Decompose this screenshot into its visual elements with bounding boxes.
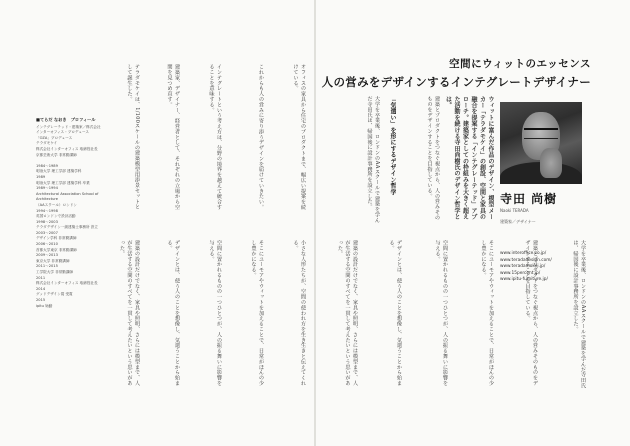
designer-name: 寺田 尚樹 — [500, 192, 558, 206]
profile-line: 2003〜2007 — [36, 230, 58, 235]
text-column-right-1: 建築とプロダクトをつなぐ視点から、人の営みそのものをデザインすることを目指している。 — [426, 96, 440, 221]
profile-line: テラダモケイ — [36, 141, 58, 146]
profile-line: テラダデザイン一級建築士事務所 設立 — [36, 225, 98, 230]
profile-line: 2009〜2013 — [36, 253, 58, 258]
profile-line: 1994〜1998 — [36, 208, 58, 213]
profile-lines — [36, 125, 104, 310]
text-column-right-7: 大学を卒業後、ロンドンのAAスクールで建築を学んだ寺田氏は、帰国後に設計事務所を設立した。 — [572, 240, 586, 389]
profile-line: インテグレーテッド・建築家／株式会社 — [36, 124, 101, 129]
text-column-right-3: そこにユーモアやウィットを加えることで、日常がほんの少し豊かになる。 — [480, 240, 494, 386]
text-column-right-2: 大学を卒業後、ロンドンのAAスクールで建築を学んだ寺田氏は、帰国後に設計事務所を設立した。 — [366, 96, 380, 223]
designer-portrait-photo — [500, 102, 582, 184]
text-column-left-6: 小さな人形たちが、空間の使われ方を生き生きと伝えてくれる。 — [292, 240, 306, 386]
profile-line: 首都大学東京 非常勤講師 — [36, 247, 77, 252]
text-column-left-9: デザインとは、使う人のことを想像し、気遣うことから始まる。 — [166, 240, 180, 386]
profile-line: インターオフィス・プロデュース — [36, 130, 90, 135]
text-column-left-10: 建築の設計だけでなく、家具や照明、さらには模型まで、人が生活する空間のすべてを一貫して考えたいという思いがあった。 — [119, 240, 140, 386]
profile-line: 株式会社インターオフィス 取締役社長 — [36, 281, 98, 286]
profile-line: 2014 — [36, 286, 46, 291]
designer-name-roman: Naoki TERADA — [500, 208, 529, 213]
profile-line: グッドデザイン賞 受賞 — [36, 292, 73, 297]
profile-line: 京都芸術大学 非常勤講師 — [36, 152, 77, 157]
profile-title: ■てらだ なおき プロフィール — [36, 117, 96, 122]
text-column-left-8: 空間に置かれるものの一つひとつが、人の振る舞いに影響を与える。 — [208, 240, 222, 386]
profile-line: 1998〜2003 — [36, 219, 58, 224]
page-gutter — [314, 0, 316, 446]
text-column-left-4: 建築家、デザイナー、経営者として、それぞれの立場から空間を見つめ直す。 — [166, 64, 180, 210]
designer-url[interactable]: www.interoffice.co.jp/ — [500, 251, 547, 256]
profile-line: 英国ロンドンで設計活動 — [36, 214, 76, 219]
profile-line: ipitu 始動 — [36, 303, 53, 308]
designer-url[interactable]: www.ipitu-furniture.jp/ — [500, 277, 548, 282]
designer-url[interactable]: www.teradadesign.com/ — [500, 257, 552, 263]
headline-line-2: 人の営みをデザインするインテグレートデザイナー — [321, 75, 591, 90]
text-column-right-8: 建築とプロダクトをつなぐ視点から、人の営みそのものをデザインすることを目指している。 — [524, 240, 538, 386]
profile-line: 株式会社インターオフィス 取締役社長 — [36, 146, 98, 151]
profile-line: 2015 — [36, 298, 46, 302]
profile-line: 2011〜2015 — [36, 264, 58, 269]
subheading: 「気遣い」を形にするデザイン哲学 — [389, 96, 396, 196]
lead-column: ウィットに富んだ作品のデザイン、模型メーカー「テラダモケイ」の創設、空間と家具の融合を提案する「インテグレーテッド」アプローチ。建築家としての枠組みを大きく超えた活動を続ける寺田尚樹氏のデザイン哲学とは。 — [444, 96, 494, 220]
designer-url[interactable]: www.15percent.jp/ — [500, 270, 541, 276]
profile-line: 2011 — [36, 275, 46, 280]
text-column-left-5: テラダモケイは、1/100スケールの建築模型用添景セットとして誕生した。 — [126, 64, 140, 210]
profile-line: 「OZA」プロデュース — [36, 135, 73, 140]
text-column-right-5: デザインとは、使う人のことを想像し、気遣うことから始まる。 — [388, 240, 402, 386]
profile-line: （AAスクール）ロンドン — [36, 202, 77, 207]
text-column-left-3: インテグレートという考え方は、分野の境界を越えて統合することを意味する。 — [208, 64, 222, 210]
profile-line: 東京大学 非常勤講師 — [36, 258, 70, 263]
text-column-right-6: 建築の設計だけでなく、家具や照明、さらには模型まで、人が生活する空間のすべてを一貫して考えたいという思いがあった。 — [337, 240, 358, 386]
headline-line-1: 空間にウィットのエッセンス — [449, 58, 591, 70]
text-column-left-2: これからも人の営みに寄り添うデザインを届けていきたい。 — [258, 64, 264, 210]
profile-line: デザイン学科 非常勤講師 — [36, 236, 77, 241]
text-column-left-7: そこにユーモアやウィットを加えることで、日常がほんの少し豊かになる。 — [250, 240, 264, 386]
profile-line: 1989 — [36, 174, 46, 179]
article-headline — [322, 58, 591, 90]
designer-url[interactable]: www.teradamokei.jp/ — [500, 264, 546, 269]
profile-line: 1989〜1994 — [36, 186, 58, 191]
profile-line: 明治大学 理工学部 建築学科 卒業 — [36, 180, 90, 185]
text-column-right-4: 空間に置かれるものの一つひとつが、人の振る舞いに影響を与える。 — [434, 240, 448, 386]
profile-line: Architectural Association School of Architecture — [36, 191, 99, 202]
profile-line: 2006〜2010 — [36, 242, 58, 247]
profile-line: 明治大学 理工学部 建築学科 — [36, 169, 82, 174]
profile-line: 1984〜1989 — [36, 163, 58, 168]
text-column-left-1: オフィスの家具から住宅のプロダクトまで、幅広い提案を続けている。 — [292, 64, 306, 210]
profile-line: 工学院大学 非常勤講師 — [36, 270, 74, 275]
designer-role: 建築家／デザイナー — [500, 219, 536, 224]
designer-profile — [36, 117, 104, 309]
